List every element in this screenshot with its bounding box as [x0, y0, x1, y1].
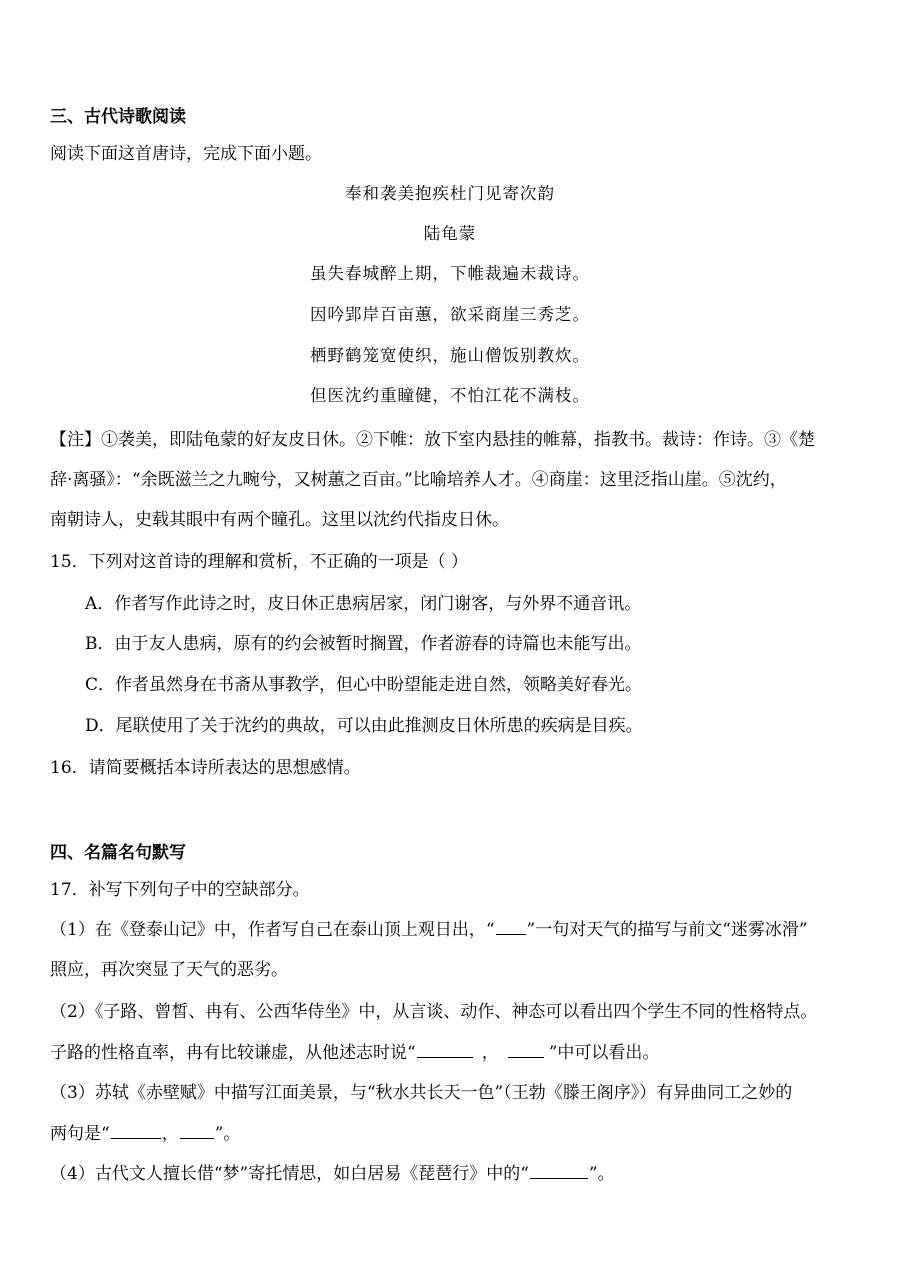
item-1-text-a: （1）在《登泰山记》中，作者写自己在泰山顶上观日出，“	[50, 920, 495, 940]
fill-blank-4[interactable]	[530, 1164, 588, 1179]
poem-title: 奉和袭美抱疾杜门见寄次韵	[345, 184, 555, 203]
fill-blank-3a[interactable]	[111, 1124, 161, 1139]
question-15-option-d: D．尾联使用了关于沈约的典故，可以由此推测皮日休所患的疾病是目疾。	[85, 716, 643, 736]
note-line-3: 南朝诗人，史载其眼中有两个瞳孔。这里以沈约代指皮日休。	[50, 510, 509, 530]
question-17-stem: 17．补写下列句子中的空缺部分。	[50, 880, 310, 900]
item-3-text-b: 两句是“	[50, 1124, 110, 1144]
section3-intro: 阅读下面这首唐诗，完成下面小题。	[50, 144, 322, 164]
poem-author: 陆龟蒙	[423, 224, 477, 243]
poem-line-2: 因吟郢岸百亩蕙，欲采商崖三秀芝。	[310, 305, 590, 324]
fill-blank-3b[interactable]	[180, 1124, 214, 1139]
question-15-option-c: C．作者虽然身在书斋从事教学，但心中盼望能走进自然，领略美好春光。	[85, 675, 643, 695]
item-3-line-2	[50, 1124, 240, 1144]
section3-heading: 三、古代诗歌阅读	[50, 107, 186, 127]
item-4-text-c: ”。	[588, 1164, 615, 1184]
item-1-line-2: 照应，再次突显了天气的恶劣。	[50, 960, 288, 980]
item-4-line-1	[50, 1164, 615, 1184]
item-2-text-b: 子路的性格直率，冉有比较谦虚，从他述志时说“	[50, 1043, 416, 1063]
note-line-1: 【注】①袭美，即陆龟蒙的好友皮日休。②下帷：放下室内悬挂的帷幕，指教书。裁诗：作诗。③《楚	[50, 430, 815, 450]
poem-line-4: 但医沈约重瞳健，不怕江花不满枝。	[310, 386, 590, 405]
question-15-option-a: A．作者写作此诗之时，皮日休正患病居家，闭门谢客，与外界不通音讯。	[85, 594, 642, 614]
item-2-comma: ，	[481, 1043, 499, 1063]
fill-blank-2a[interactable]	[417, 1043, 473, 1058]
item-3-comma: ，	[161, 1124, 179, 1144]
item-1-line-1	[50, 920, 808, 940]
item-2-line-2	[50, 1043, 659, 1063]
question-15-option-b: B．由于友人患病，原有的约会被暂时搁置，作者游春的诗篇也未能写出。	[85, 634, 642, 654]
item-4-text-a: （4）古代文人擅长借“梦”寄托情思，如白居易《琵琶行》中的“	[50, 1164, 529, 1184]
item-3-text-c: ”。	[214, 1124, 241, 1144]
poem-line-3: 栖野鹤笼宽使织，施山僧饭别教炊。	[310, 346, 590, 365]
item-2-line-1: （2）《子路、曾皙、冉有、公西华侍坐》中，从言谈、动作、神态可以看出四个学生不同的性格特点。	[50, 1002, 818, 1022]
fill-blank-1[interactable]	[496, 920, 526, 935]
question-15-stem: 15．下列对这首诗的理解和赏析，不正确的一项是（ ）	[50, 552, 469, 572]
note-line-2: 辞·离骚》：“余既滋兰之九畹兮，又树蕙之百亩。”比喻培养人才。④商崖：这里泛指山崖。⑤沈约，	[50, 470, 787, 490]
question-16: 16．请简要概括本诗所表达的思想感情。	[50, 758, 361, 778]
section4-heading: 四、名篇名句默写	[50, 843, 186, 863]
poem-line-1: 虽失春城醉上期，下帷裁遍未裁诗。	[310, 264, 590, 283]
fill-blank-2b[interactable]	[508, 1043, 544, 1058]
item-1-text-b: ”一句对天气的描写与前文“迷雾冰滑”	[526, 920, 808, 940]
item-2-text-c: ”中可以看出。	[548, 1043, 660, 1063]
item-3-line-1: （3）苏轼《赤壁赋》中描写江面美景，与“秋水共长天一色”（王勃《滕王阁序》）有异曲同工之妙的	[50, 1083, 793, 1103]
